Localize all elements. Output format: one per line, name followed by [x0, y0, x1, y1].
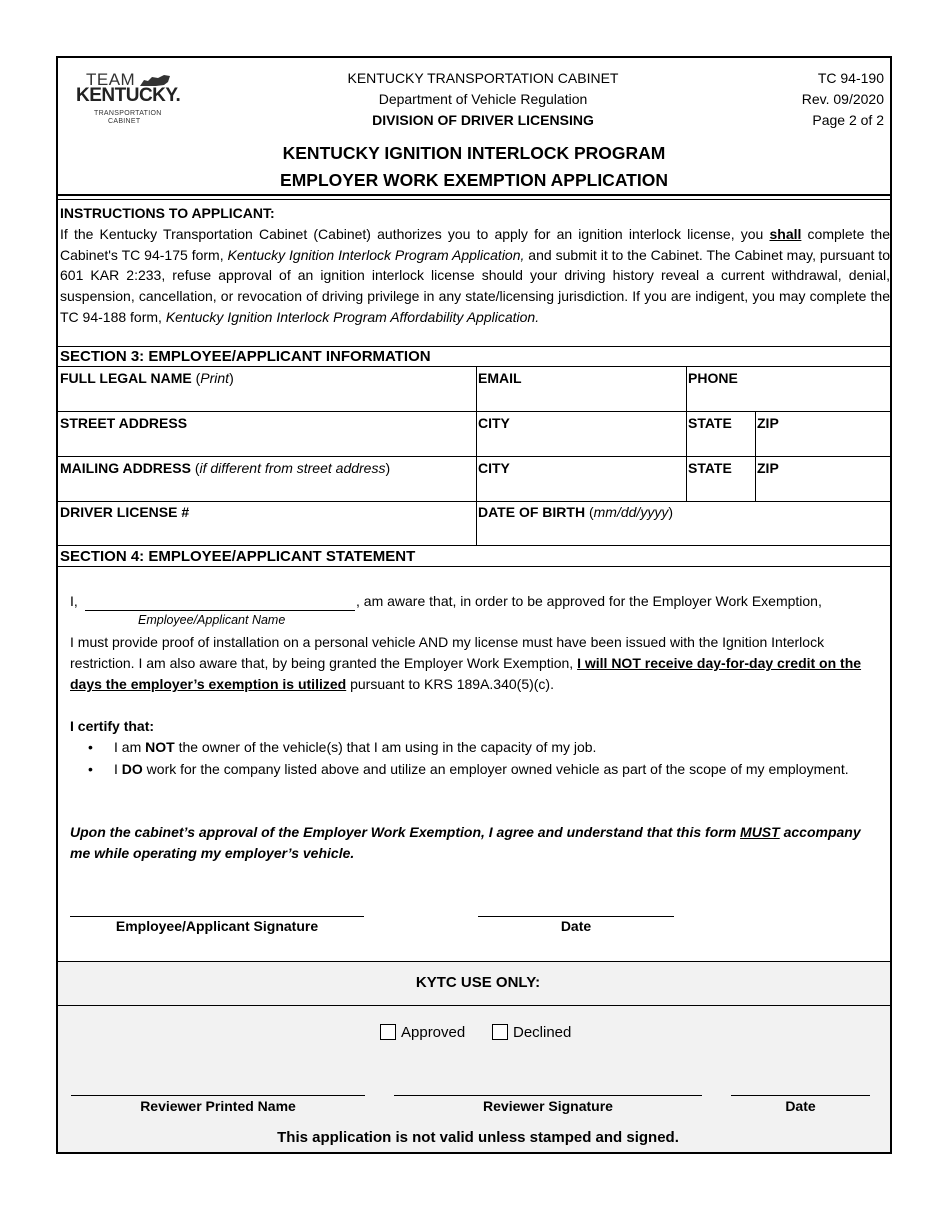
certify-list: [70, 737, 892, 780]
reviewer-name-label: Reviewer Printed Name: [140, 1098, 296, 1114]
approval-statement: Upon the cabinet’s approval of the Employer Work Exemption, I agree and understand that this form MUST accompany me while operating my employer’s vehicle.: [70, 824, 861, 861]
division-name: DIVISION OF DRIVER LICENSING: [372, 112, 594, 128]
logo-kentucky-text: KENTUCKY.: [76, 85, 181, 106]
zip-field[interactable]: ZIP: [757, 415, 779, 431]
header-form-info: [802, 68, 884, 131]
row-rule-3: [58, 501, 890, 502]
approved-option[interactable]: [380, 1024, 465, 1041]
reviewer-signature-label: Reviewer Signature: [483, 1098, 613, 1114]
reviewer-name-line[interactable]: [71, 1095, 365, 1096]
applicant-date-label: Date: [560, 918, 592, 934]
full-name-field[interactable]: FULL LEGAL NAME (Print): [60, 370, 234, 386]
instructions-text: If the Kentucky Transportation Cabinet (Cabinet) authorizes you to apply for an ignition interlock license, you shall complete the Cabinet's TC 94-175 form, Kentucky Ignition Interlock Program Application, and submit it to the Cabinet. The Cabinet may, pursuant to 601 KAR 2:233, refuse approval of an ignition interlock license should your driving history reveal a current withdrawal, denial, suspension, cancellation, or revocation of driving privilege in any state/licensing jurisdiction. If you are indigent, you may complete the TC 94-188 form, Kentucky Ignition Interlock Program Affordability Application.: [60, 225, 890, 325]
applicant-name-line[interactable]: [85, 610, 355, 611]
form-page: [56, 56, 892, 1154]
form-number: TC 94-190: [817, 70, 884, 86]
full-name-label: FULL LEGAL NAME: [60, 370, 192, 386]
title-divider-inner: [58, 199, 890, 200]
instructions-block: [60, 203, 890, 328]
reviewer-signature-line[interactable]: [394, 1095, 702, 1096]
street-address-field[interactable]: STREET ADDRESS: [60, 415, 188, 431]
section4-title: SECTION 4: EMPLOYEE/APPLICANT STATEMENT: [60, 548, 416, 565]
mailing-state-field[interactable]: STATE: [688, 460, 732, 476]
mailing-address-hint: if different from street address: [199, 460, 386, 476]
section3-title: SECTION 3: EMPLOYEE/APPLICANT INFORMATION: [60, 348, 431, 365]
city-field[interactable]: CITY: [478, 415, 510, 431]
row-rule-2: [58, 456, 890, 457]
phone-field[interactable]: PHONE: [688, 370, 738, 386]
department-name: Department of Vehicle Regulation: [378, 91, 588, 107]
dob-hint: mm/dd/yyyy: [593, 504, 669, 520]
declined-checkbox[interactable]: [492, 1024, 508, 1040]
row-rule-4: [58, 545, 890, 546]
applicant-signature-label: Employee/Applicant Signature: [115, 918, 319, 934]
applicant-signature-line[interactable]: [70, 916, 364, 917]
team-kentucky-logo: [76, 70, 186, 130]
date-of-birth-field[interactable]: DATE OF BIRTH (mm/dd/yyyy): [478, 504, 673, 520]
kytc-heading: KYTC USE ONLY:: [415, 974, 541, 991]
validity-note: This application is not valid unless stamped and signed.: [277, 1129, 679, 1146]
section4-title-rule: [58, 566, 890, 567]
kytc-top-rule: [58, 961, 890, 962]
driver-license-field[interactable]: DRIVER LICENSE #: [60, 504, 190, 520]
approved-label: Approved: [401, 1024, 466, 1041]
certify-heading: I certify that:: [70, 718, 155, 734]
statement-i: I,: [70, 593, 78, 609]
statement-aware-text: , am aware that, in order to be approved for the Employer Work Exemption,: [356, 593, 822, 609]
reviewer-date-label: Date: [785, 1098, 816, 1114]
col-rule-1: [476, 366, 477, 545]
mailing-zip-field[interactable]: ZIP: [757, 460, 779, 476]
email-field[interactable]: EMAIL: [478, 370, 522, 386]
col-rule-2: [686, 366, 687, 501]
mailing-address-label: MAILING ADDRESS: [60, 460, 191, 476]
state-field[interactable]: STATE: [688, 415, 732, 431]
applicant-date-line[interactable]: [478, 916, 674, 917]
section3-title-rule: [58, 366, 890, 367]
form-revision: Rev. 09/2020: [801, 91, 884, 107]
dob-label: DATE OF BIRTH: [478, 504, 586, 520]
mailing-city-field[interactable]: CITY: [478, 460, 510, 476]
logo-transportation-text: TRANSPORTATION: [94, 110, 162, 117]
col-rule-3: [755, 411, 756, 501]
title-line-1: KENTUCKY IGNITION INTERLOCK PROGRAM: [282, 143, 666, 163]
mailing-address-field[interactable]: MAILING ADDRESS (if different from street address): [60, 460, 391, 476]
instructions-heading: INSTRUCTIONS TO APPLICANT:: [60, 205, 275, 221]
reviewer-date-line[interactable]: [731, 1095, 870, 1096]
title-line-2: EMPLOYER WORK EXEMPTION APPLICATION: [280, 170, 668, 190]
agency-name: KENTUCKY TRANSPORTATION CABINET: [347, 70, 619, 86]
page-number: Page 2 of 2: [812, 112, 884, 128]
logo-cabinet-text: CABINET: [108, 118, 141, 125]
section3-top-rule: [58, 346, 890, 347]
form-title: [58, 140, 890, 194]
row-rule-1: [58, 411, 890, 412]
certify-item-1: • I am NOT the owner of the vehicle(s) that I am using in the capacity of my job.: [70, 737, 892, 758]
logo-team-text: TEAM: [86, 70, 136, 89]
declined-label: Declined: [513, 1024, 572, 1041]
certify-item-2: • I DO work for the company listed above and utilize an employer owned vehicle as part of the scope of my employment.: [70, 759, 892, 780]
applicant-name-caption: Employee/Applicant Name: [138, 613, 286, 627]
title-divider: [58, 194, 890, 196]
approved-checkbox[interactable]: [380, 1024, 396, 1040]
kytc-heading-rule: [58, 1005, 890, 1006]
declined-option[interactable]: [492, 1024, 571, 1041]
header-agency-block: [238, 68, 728, 131]
full-name-hint: Print: [200, 370, 230, 386]
statement-paragraph: I must provide proof of installation on a personal vehicle AND my license must have been issued with the Ignition Interlock restriction. I am also aware that, by being granted the Employer Work Exemption, I will NOT receive day-for-day credit on the days the employer’s exemption is utilized pursuant to KRS 189A.340(5)(c).: [70, 634, 862, 692]
